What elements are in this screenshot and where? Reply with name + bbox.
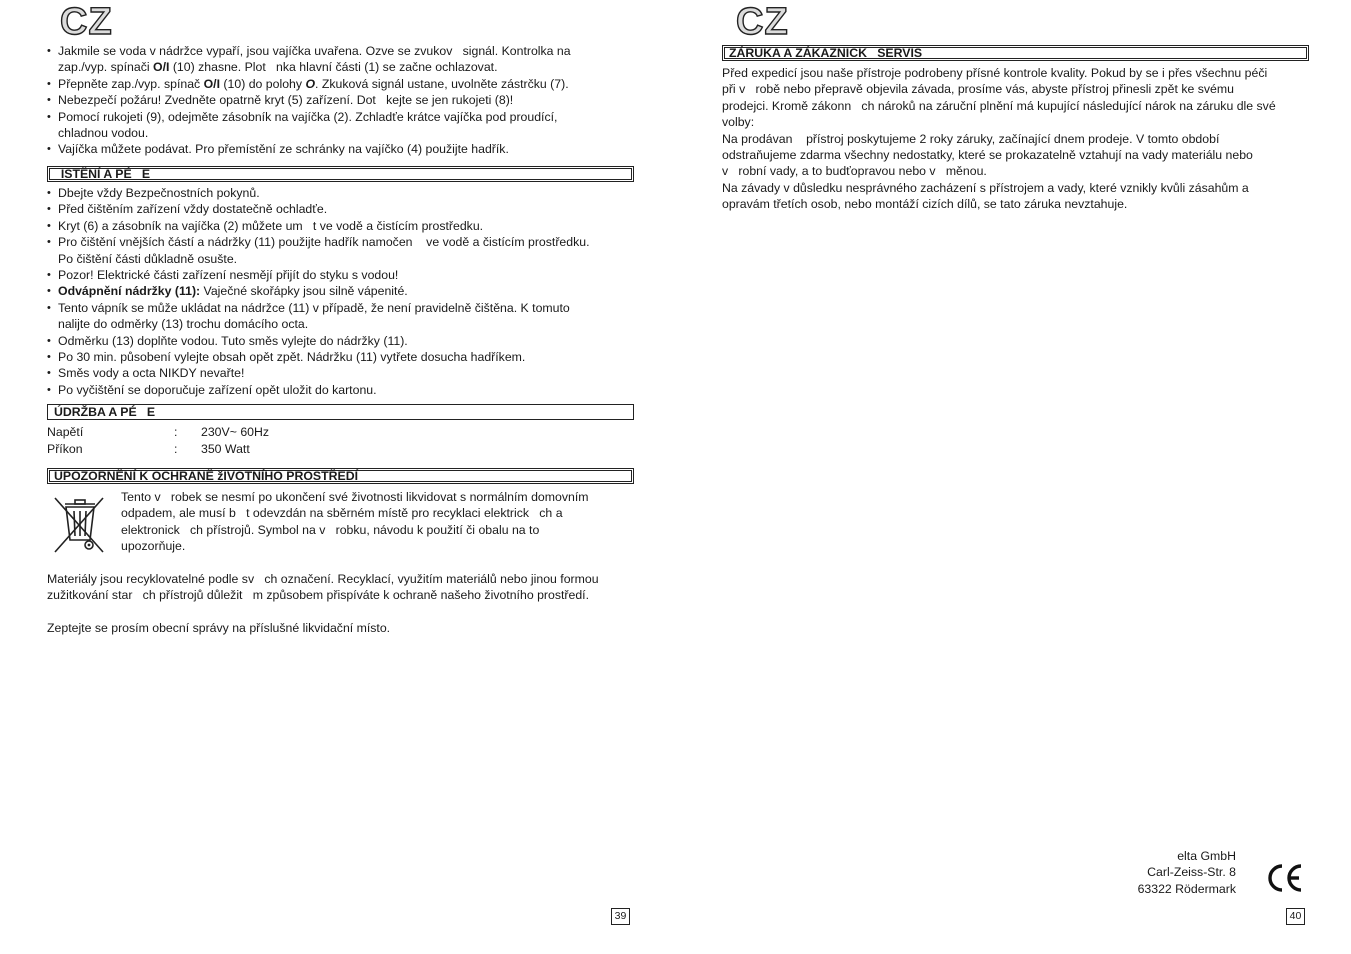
disposal-contact-paragraph: Zeptejte se prosím obecní správy na příslušné likvidační místo. [47, 621, 391, 635]
list-item [47, 141, 630, 157]
list-item [47, 300, 630, 333]
list-item [47, 283, 630, 299]
section-heading-maintenance-label: ÚDRŽBA A PÉ E [54, 405, 156, 419]
bullet-mark: • [47, 383, 51, 396]
bullet-mark: • [47, 351, 51, 364]
language-badge: CZ [736, 1, 789, 43]
list-item-text: Dbejte vždy Bezpečnostních pokynů. [58, 186, 260, 200]
list-item-text: Jakmile se voda v nádržce vypaří, jsou vajíčka uvařena. Ozve se zvukov signál. Kontrolka na zap./vyp. spínači O/I (10) zhasne. Plot nka hlavní části (1) se začne ochlazovat. [58, 44, 571, 75]
bullet-mark: • [47, 77, 51, 90]
list-item [47, 201, 630, 217]
spec-value: 350 Watt [201, 442, 250, 456]
list-item [47, 349, 630, 365]
bullet-mark: • [47, 269, 51, 282]
bullet-mark: • [47, 334, 51, 347]
environment-notice-text: Tento v robek se nesmí po ukončení své životnosti likvidovat s normálním domovním odpadem, ale musí b t odevzdán na sběrném místě pro recyklaci elektrick ch a elektronick ch přístrojů. Symbol na v robku, návodu k použití či obalu na to upozorňuje. [121, 490, 589, 554]
manufacturer-address [1092, 848, 1236, 897]
list-item [47, 185, 630, 201]
list-item-text: Pozor! Elektrické části zařízení nesmějí přijít do styku s vodou! [58, 268, 399, 283]
cleaning-list [47, 185, 630, 398]
list-item-text: Tento vápník se může ukládat na nádržce (11) v případě, že není pravidelně čištěna. K tomuto nalijte do odměrky (13) trochu domácího octa. [58, 300, 570, 332]
spec-label: Příkon [47, 442, 83, 456]
bullet-mark: • [47, 143, 51, 156]
section-heading-cleaning-label: ISTĚNÍ A PÉ E [54, 167, 151, 181]
bullet-mark: • [47, 94, 51, 107]
list-item-text: Směs vody a octa NIKDY nevařte! [58, 366, 245, 381]
list-item [47, 365, 630, 381]
address-city: 63322 Rödermark [1137, 881, 1236, 896]
instructions-list [47, 43, 630, 158]
spec-value: 230V~ 60Hz [201, 425, 270, 439]
bullet-mark: • [47, 219, 51, 232]
recycling-paragraph: Materiály jsou recyklovatelné podle sv ch označení. Recyklací, využitím materiálů nebo jinou formou zužitkování star ch přístrojů důležit m způsobem přispíváte k ochraně našeho životního prostředí. [47, 572, 599, 603]
list-item-text: Odvápnění nádržky (11): Vaječné skořápky jsou silně vápenité. [58, 284, 408, 299]
list-item [47, 234, 630, 267]
page-number-right: 40 [1286, 908, 1305, 925]
list-item-text: Kryt (6) a zásobník na vajíčka (2) můžete um t ve vodě a čistícím prostředku. [58, 218, 484, 233]
list-item-text: Odměrku (13) doplňte vodou. Tuto směs vylejte do nádržky (11). [58, 333, 408, 348]
list-item [47, 382, 630, 398]
list-item-text: Po 30 min. působení vylejte obsah opět zpět. Nádržku (11) vytřete dosucha hadříkem. [58, 350, 526, 365]
section-heading-cleaning [47, 166, 634, 182]
section-heading-environment [47, 468, 634, 484]
section-heading-warranty-label: ZÁRUKA A ZÁKAZNICK SERVIS [729, 46, 923, 60]
bullet-mark: • [47, 110, 51, 123]
list-item-text: Vajíčka můžete podávat. Pro přemístění ze schránky na vajíčko (4) použijte hadřík. [58, 142, 509, 157]
crossed-out-wheelie-bin-icon [53, 496, 105, 554]
bullet-mark: • [47, 187, 51, 199]
bullet-mark: • [47, 285, 51, 298]
list-item [47, 76, 630, 92]
list-item [47, 333, 630, 349]
list-item-text: Po vyčištění se doporučuje zařízení opět uložit do kartonu. [58, 382, 377, 397]
list-item-text: Pomocí rukojeti (9), odejměte zásobník na vajíčka (2). Zchladťe krátce vajíčka pod proudící, chladnou vodou. [58, 109, 558, 141]
ce-mark-icon [1266, 862, 1304, 894]
list-item [47, 218, 630, 234]
spec-row-voltage [47, 424, 630, 441]
list-item [47, 92, 630, 108]
spec-row-power [47, 441, 630, 458]
list-item [47, 267, 630, 283]
section-heading-maintenance [47, 404, 634, 420]
list-item-text: Před čištěním zařízení vždy dostatečně ochladťe. [58, 202, 328, 217]
bullet-mark: • [47, 301, 51, 314]
section-heading-environment-label: UPOZORNĚNÍ K OCHRANĚ žIVOTNÍHO PROSTŘEDÍ [54, 469, 359, 483]
list-item-text: Nebezpečí požáru! Zvedněte opatrně kryt (5) zařízení. Dot kejte se jen rukojeti (8)! [58, 93, 514, 108]
bullet-mark: • [47, 367, 51, 380]
list-item-text: Přepněte zap./vyp. spínač O/I (10) do polohy O. Zkuková signál ustane, uvolněte zástrčku (7). [58, 76, 569, 91]
spec-separator: : [174, 442, 178, 456]
bullet-mark: • [47, 203, 51, 216]
address-street: Carl-Zeiss-Str. 8 [1147, 865, 1236, 880]
warranty-paragraph: Před expedicí jsou naše přístroje podrobeny přísné kontrole kvality. Pokud by se i přes všechnu péči při v robě nebo přepravě objevila závada, prosíme vás, abyste přístroj přinesli zpět ke svému prodejci. Kromě zákonn ch nároků na záruční plnění má kupující následující nárok na záruku dle své volby: Na prodávan přístroj poskytujeme 2 roky záruky, začínající dnem prodeje. V tomto období odstraňujeme zdarma všechny nedostatky, které se prokazatelně vztahují na vady materiálu nebo v robní vady, a to budťopravou nebo v měnou. Na závady v důsledku nesprávného zacházení s přístrojem a vady, které vznikly kvůli zásahům a opravám třetích osob, nebo montáží cizích dílů, se tato záruka nevztahuje. [722, 66, 1276, 212]
section-heading-warranty [722, 45, 1309, 61]
list-item [47, 43, 630, 76]
language-badge: CZ [60, 1, 113, 43]
spec-separator: : [174, 425, 178, 439]
list-item [47, 109, 630, 142]
bullet-mark: • [47, 45, 51, 57]
spec-label: Napětí [47, 425, 84, 439]
page-number-left: 39 [611, 908, 630, 925]
list-item-text: Pro čištění vnějších částí a nádržky (11) použijte hadřík namočen ve vodě a čistícím prostředku. Po čištění části důkladně osušte. [58, 235, 590, 266]
bullet-mark: • [47, 236, 51, 249]
address-company: elta GmbH [1177, 849, 1236, 863]
